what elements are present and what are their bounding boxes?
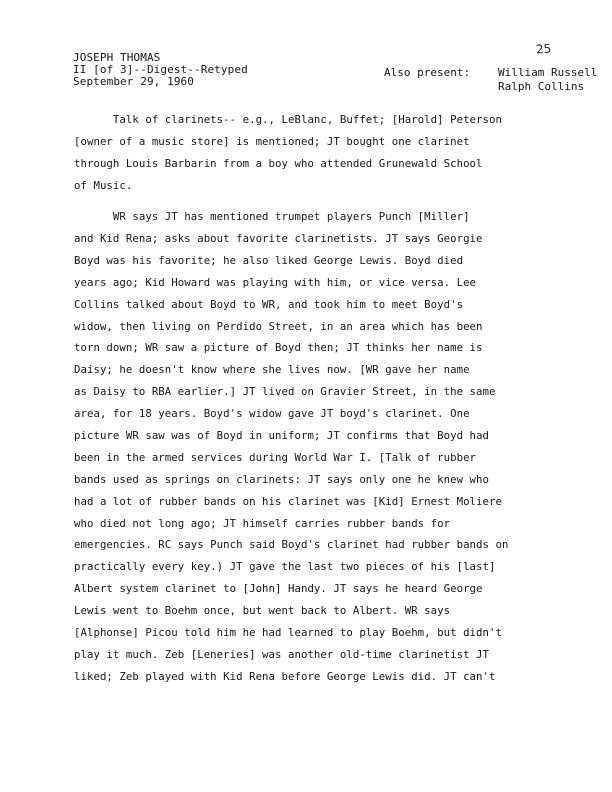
text-line: play it much. Zeb [Leneries] was another old-time clarinetist JT bbox=[74, 647, 490, 661]
text-line: torn down; WR saw a picture of Boyd then; JT thinks her name is bbox=[74, 341, 483, 355]
transcript-body bbox=[74, 109, 574, 688]
text-line: Boyd was his favorite; he also liked George Lewis. Boyd died bbox=[74, 253, 464, 267]
text-line: emergencies. RC says Punch said Boyd's clarinet had rubber bands on bbox=[74, 538, 509, 552]
text-line: been in the armed services during World War I. [Talk of rubber bbox=[74, 450, 477, 464]
text-line: had a lot of rubber bands on his clarinet was [Kid] Ernest Moliere bbox=[74, 494, 502, 508]
text-line: Lewis went to Boehm once, but went back to Albert. WR says bbox=[74, 604, 451, 618]
text-line: [Alphonse] Picou told him he had learned to play Boehm, but didn't bbox=[74, 625, 502, 639]
text-line: WR says JT has mentioned trumpet players Punch [Miller] bbox=[74, 210, 470, 224]
text-line: [owner of a music store] is mentioned; JT bought one clarinet bbox=[74, 134, 470, 148]
text-line: who died not long ago; JT himself carries rubber bands for bbox=[74, 516, 451, 530]
paragraph bbox=[74, 109, 574, 197]
text-line: picture WR saw was of Boyd in uniform; JT confirms that Boyd had bbox=[74, 428, 490, 442]
reel-info: II [of 3]--Digest--Retyped bbox=[73, 63, 248, 76]
text-line: as Daisy to RBA earlier.] JT lived on Gravier Street, in the same bbox=[74, 385, 496, 399]
header-block bbox=[73, 52, 248, 88]
text-line: area, for 18 years. Boyd's widow gave JT boyd's clarinet. One bbox=[74, 407, 470, 421]
paragraph bbox=[74, 206, 574, 688]
text-line: Collins talked about Boyd to WR, and took him to meet Boyd's bbox=[74, 297, 464, 311]
also-present-label: Also present: bbox=[384, 66, 471, 79]
text-line: practically every key.) JT gave the last two pieces of his [last] bbox=[74, 560, 496, 574]
text-line: of Music. bbox=[74, 178, 133, 192]
also-present-list bbox=[498, 66, 597, 94]
text-line: years ago; Kid Howard was playing with him, or vice versa. Lee bbox=[74, 275, 477, 289]
text-line: liked; Zeb played with Kid Rena before George Lewis did. JT can't bbox=[74, 669, 496, 683]
text-line: Talk of clarinets-- e.g., LeBlanc, Buffet; [Harold] Peterson bbox=[74, 113, 502, 126]
text-line: and Kid Rena; asks about favorite clarinetists. JT says Georgie bbox=[74, 231, 483, 245]
text-line: Albert system clarinet to [John] Handy. JT says he heard George bbox=[74, 582, 483, 596]
also-present-person: Ralph Collins bbox=[498, 80, 585, 93]
page-number: 25 bbox=[535, 41, 552, 57]
also-present-person: William Russell bbox=[498, 66, 598, 79]
text-line: Daisy; he doesn't know where she lives now. [WR gave her name bbox=[74, 363, 470, 377]
paragraph-gap bbox=[74, 197, 574, 207]
text-line: through Louis Barbarin from a boy who attended Grunewald School bbox=[74, 156, 483, 170]
text-line: widow, then living on Perdido Street, in an area which has been bbox=[74, 319, 483, 333]
interview-date: September 29, 1960 bbox=[73, 75, 195, 88]
text-line: bands used as springs on clarinets: JT says only one he knew who bbox=[74, 472, 490, 486]
interviewee-name: JOSEPH THOMAS bbox=[73, 51, 161, 64]
